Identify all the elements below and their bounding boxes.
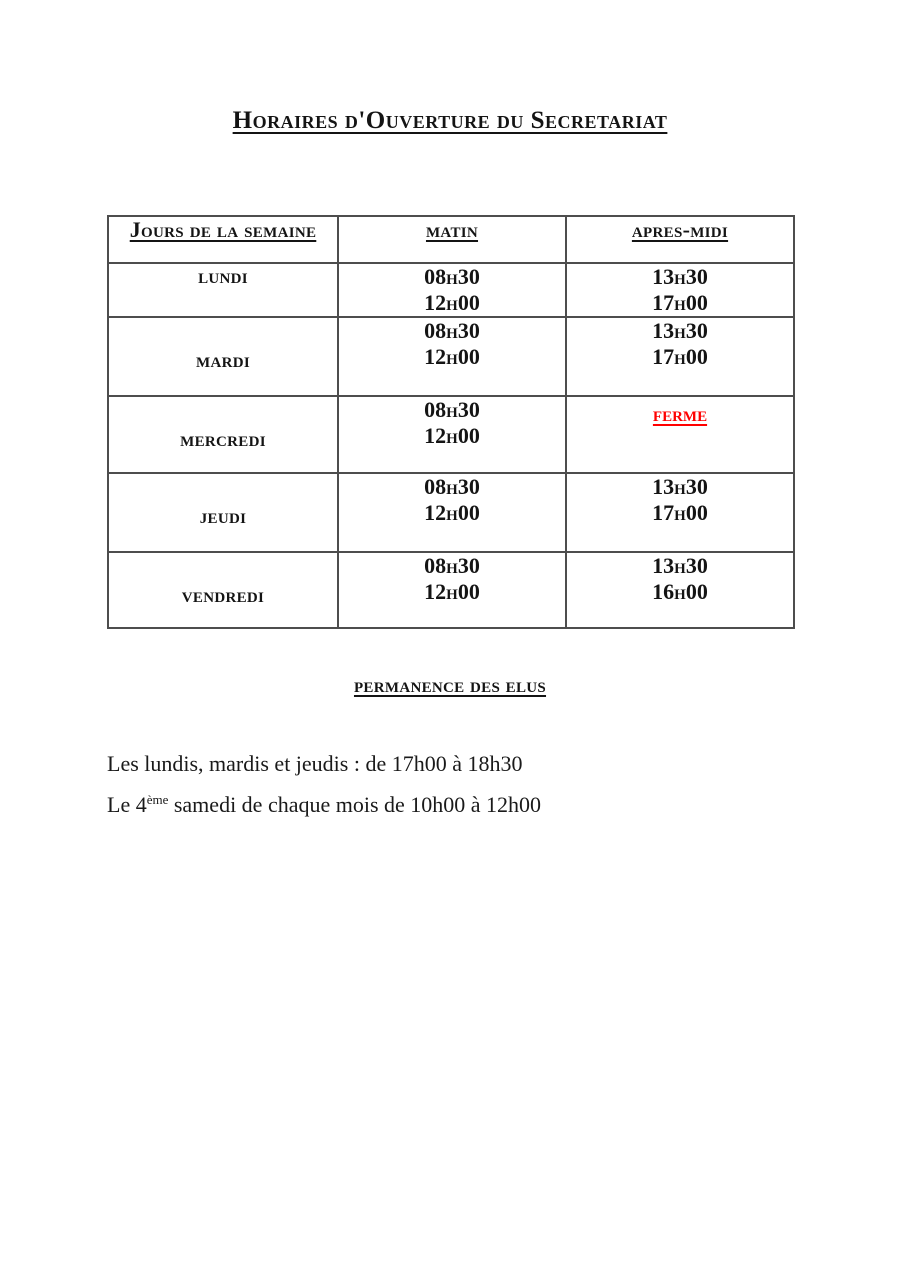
time-entry: 13h30 (652, 553, 708, 578)
ferme-label: ferme (652, 402, 708, 426)
day-cell-mardi: mardi (108, 317, 338, 396)
matin-cell-mardi (338, 317, 566, 396)
time-entry: 08h30 (424, 474, 480, 499)
opening-hours-table (107, 215, 795, 629)
time-entry: 12h00 (424, 423, 480, 448)
time-entry: 08h30 (424, 553, 480, 578)
table-row-lundi (108, 263, 794, 317)
time-entry: 17h00 (652, 500, 708, 525)
time-entry: 12h00 (424, 579, 480, 604)
apres-cell-jeudi (566, 473, 794, 552)
day-cell-vendredi: vendredi (108, 552, 338, 628)
ferme-wrap (567, 397, 793, 430)
day-cell-lundi: lundi (108, 263, 338, 317)
apres-cell-mercredi (566, 396, 794, 473)
permanence-line-2-suffix: samedi de chaque mois de 10h00 à 12h00 (168, 792, 542, 817)
time-entry: 17h00 (652, 344, 708, 369)
time-entry: 08h30 (424, 264, 480, 289)
day-cell-mercredi: mercredi (108, 396, 338, 473)
table-row-jeudi (108, 473, 794, 552)
header-apres-midi: apres-midi (566, 216, 794, 263)
matin-cell-mercredi (338, 396, 566, 473)
matin-cell-jeudi (338, 473, 566, 552)
time-entry: 12h00 (424, 290, 480, 315)
time-entry: 17h00 (652, 290, 708, 315)
matin-cell-lundi (338, 263, 566, 317)
permanence-line-2 (107, 790, 900, 819)
permanence-line-1: Les lundis, mardis et jeudis : de 17h00 à 18h30 (107, 751, 523, 776)
time-entry: 12h00 (424, 500, 480, 525)
header-jours-de-la-semaine: Jours de la semaine (108, 216, 338, 263)
superscript-eme: ème (146, 792, 169, 807)
table-row-mardi (108, 317, 794, 396)
table-header-row (108, 216, 794, 263)
apres-cell-vendredi (566, 552, 794, 628)
apres-cell-mardi (566, 317, 794, 396)
time-entry: 13h30 (652, 264, 708, 289)
matin-cell-vendredi (338, 552, 566, 628)
table-row-vendredi (108, 552, 794, 628)
time-entry: 13h30 (652, 318, 708, 343)
permanence-line-2-prefix: Le 4 (107, 792, 147, 817)
apres-cell-lundi (566, 263, 794, 317)
document-title: Horaires d'Ouverture du Secretariat (232, 107, 668, 134)
time-entry: 08h30 (424, 397, 480, 422)
table-row-mercredi (108, 396, 794, 473)
time-entry: 12h00 (424, 344, 480, 369)
time-entry: 08h30 (424, 318, 480, 343)
day-cell-jeudi: jeudi (108, 473, 338, 552)
time-entry: 13h30 (652, 474, 708, 499)
header-matin: matin (338, 216, 566, 263)
time-entry: 16h00 (652, 579, 708, 604)
permanence-heading: permanence des elus (353, 673, 547, 697)
